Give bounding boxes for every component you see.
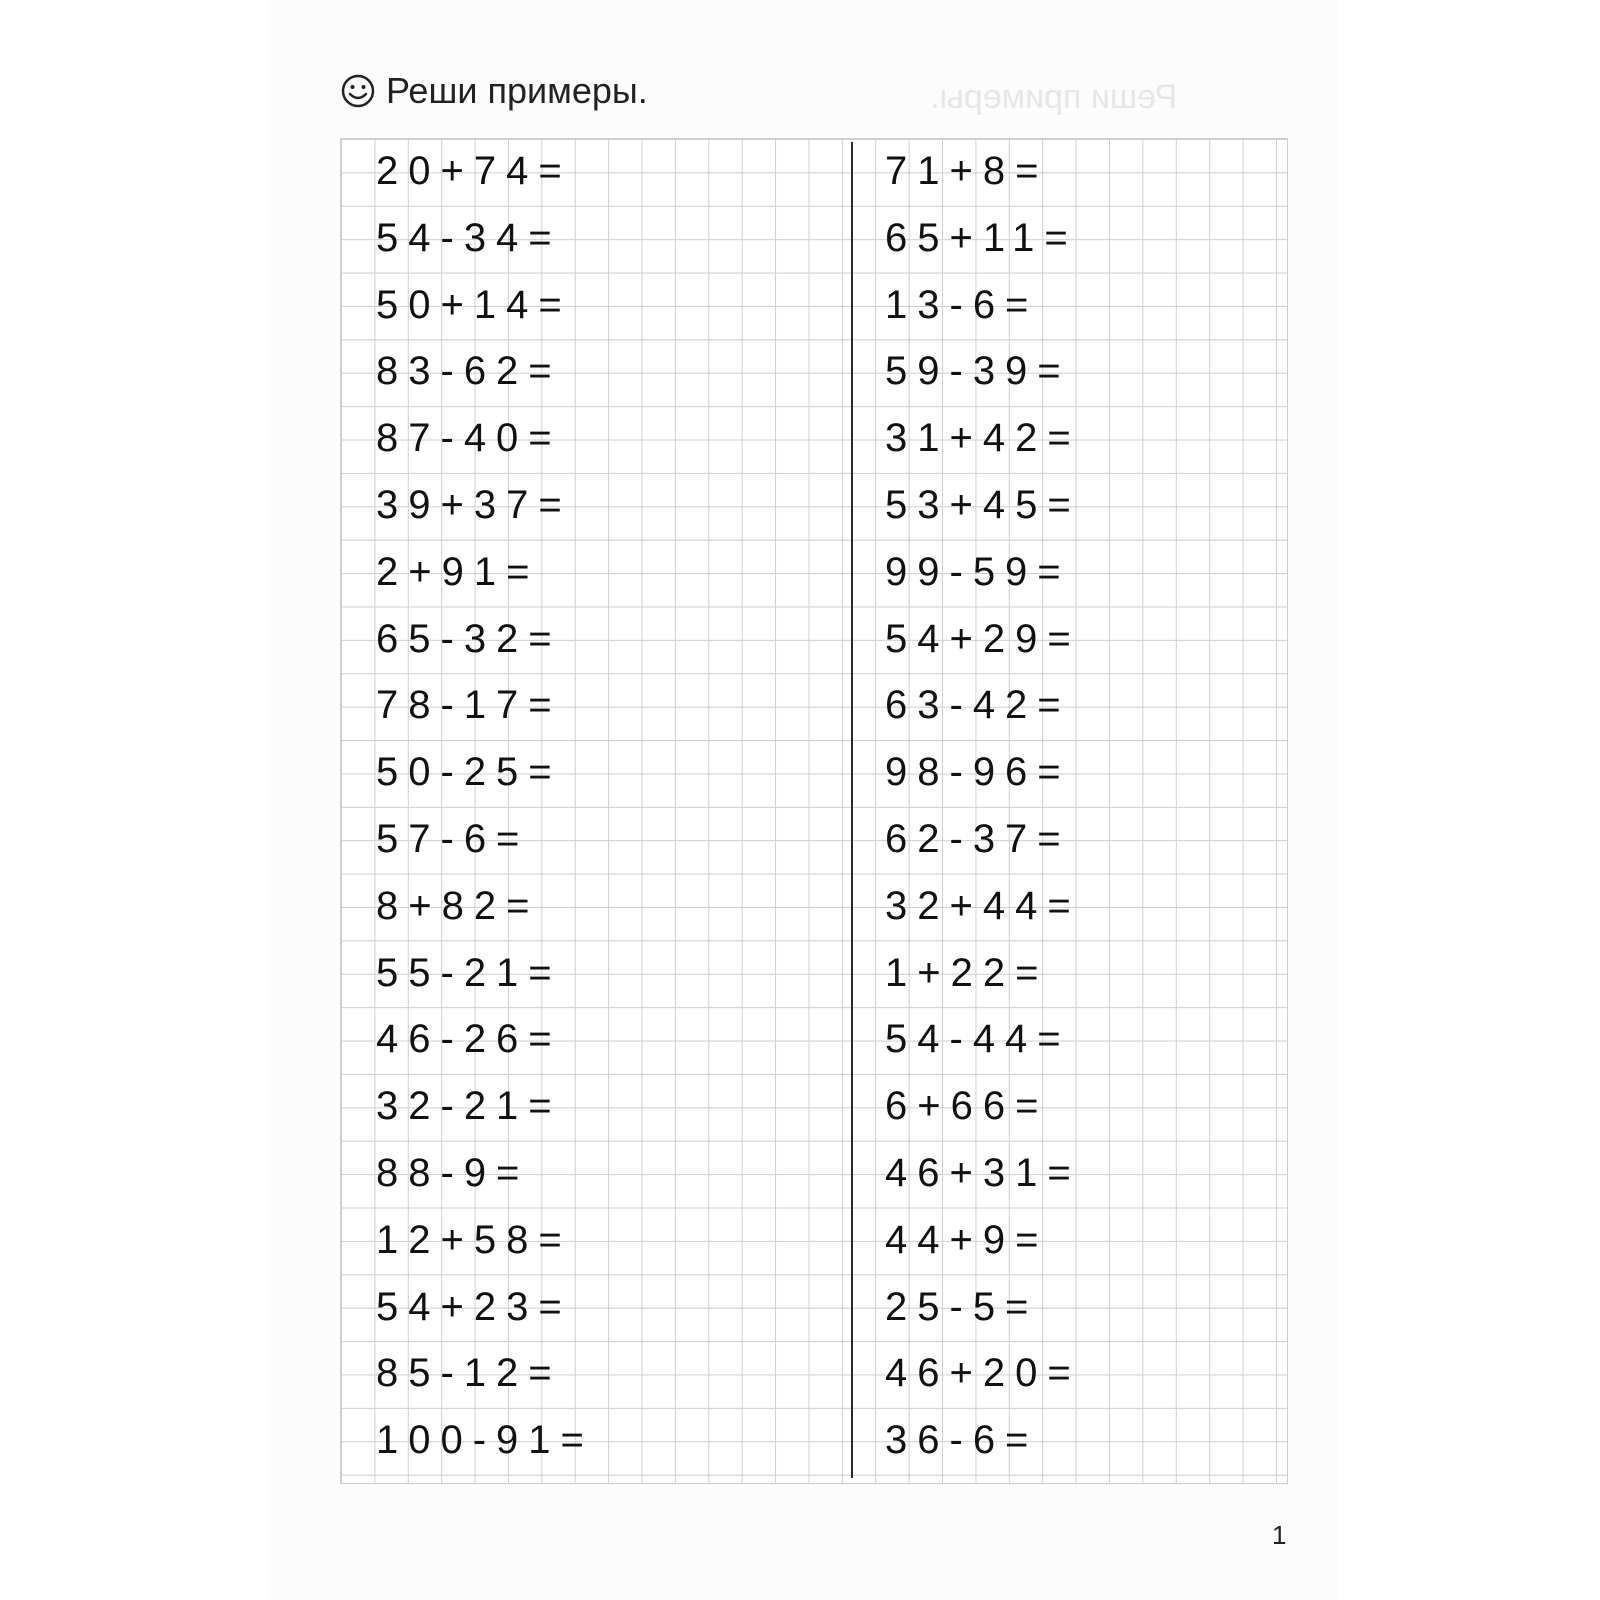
exercise: 87-40= [376,416,562,461]
exercise: 62-37= [885,816,1071,861]
column-divider [851,142,853,1478]
exercise: 20+74= [376,149,572,193]
exercise: 46+31= [885,1150,1081,1195]
exercise: 46-26= [376,1017,562,1062]
right-exercise-column [885,138,1081,1474]
exercise: 54+23= [376,1284,572,1329]
exercise: 55-21= [376,950,562,995]
exercise: 50+14= [376,282,572,327]
exercise: 78-17= [376,683,562,728]
page-title [340,70,648,112]
exercise: 57-6= [376,816,530,861]
exercise: 1+22= [885,950,1049,995]
exercise: 2+91= [376,549,540,594]
exercise: 98-96= [885,750,1071,795]
exercise: 99-59= [885,549,1071,594]
exercise: 44+9= [885,1217,1049,1262]
exercise: 46+20= [885,1351,1081,1396]
exercise: 54-34= [376,215,562,260]
exercise: 63-42= [885,683,1071,728]
exercise: 32-21= [376,1084,562,1129]
exercise: 54-44= [885,1017,1071,1062]
exercise: 71+8= [885,149,1049,193]
exercise: 13-6= [885,282,1039,327]
exercise: 31+42= [885,416,1081,461]
exercise: 54+29= [885,616,1081,661]
exercise: 65+11= [885,215,1078,260]
left-exercise-column [376,138,594,1474]
exercise: 50-25= [376,750,562,795]
exercise: 85-12= [376,1351,562,1396]
exercise: 8+82= [376,883,540,928]
title-text: Реши примеры. [386,70,648,111]
exercise: 65-32= [376,616,562,661]
bleed-through-title: Реши примеры. [930,78,1178,116]
exercise: 100-91= [376,1418,594,1463]
page-number: 1 [1272,1520,1287,1550]
exercise: 36-6= [885,1418,1039,1463]
exercise: 25-5= [885,1284,1039,1329]
exercise: 53+45= [885,482,1081,527]
exercise: 6+66= [885,1084,1049,1129]
exercise: 59-39= [885,349,1071,394]
exercise: 88-9= [376,1150,530,1195]
exercise: 39+37= [376,482,572,527]
exercise: 83-62= [376,349,562,394]
exercise: 12+58= [376,1217,572,1262]
exercise: 32+44= [885,883,1081,928]
smiley-icon [340,73,376,109]
